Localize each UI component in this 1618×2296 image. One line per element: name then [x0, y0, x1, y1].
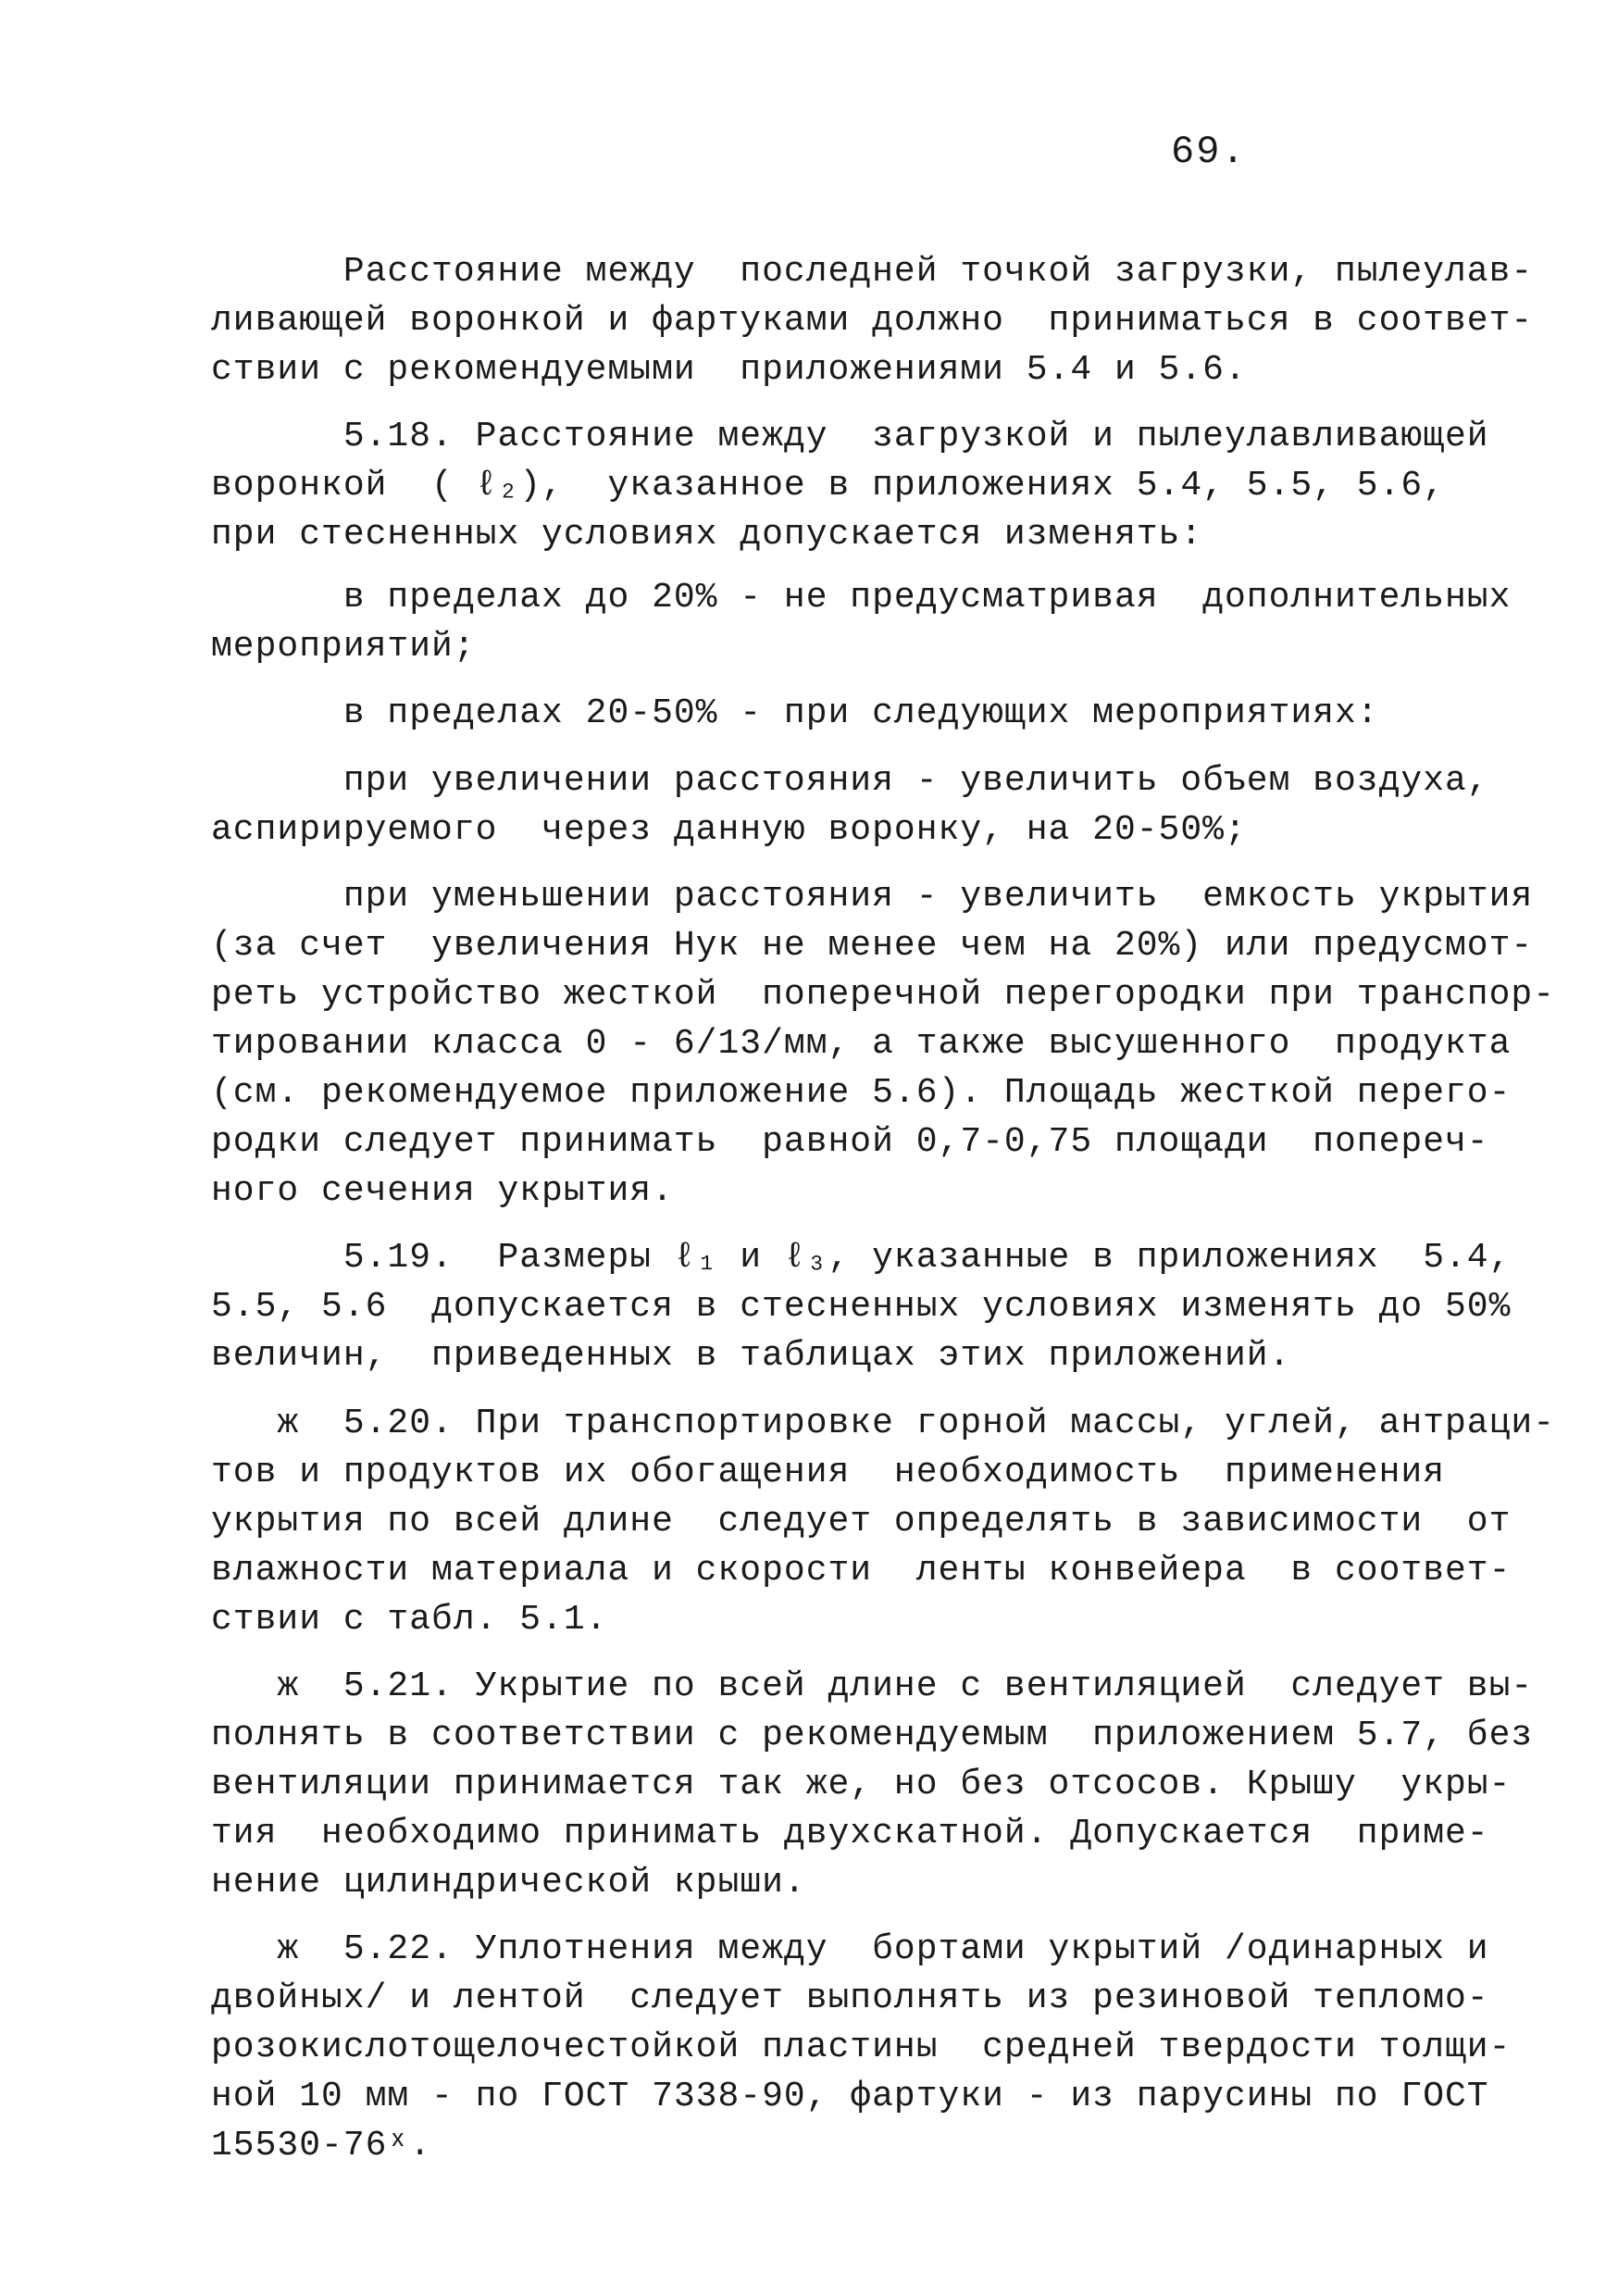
text-line: ствии с табл. 5.1. [211, 1600, 608, 1640]
text-line: ной 10 мм - по ГОСТ 7338-90, фартуки - из парусины по ГОСТ [211, 2077, 1489, 2116]
text-line: реть устройство жесткой поперечной перегородки при транспор- [211, 975, 1556, 1015]
text-line: розокислотощелочестойкой пластины средней твердости толщи- [211, 2028, 1512, 2067]
text-line: при стесненных условиях допускается изменять: [211, 515, 1203, 555]
text-line: в пределах до 20% - не предусматривая дополнительных [211, 578, 1512, 618]
text-line: ствии с рекомендуемыми приложениями 5.4 и 5.6. [211, 350, 1247, 390]
text-line: воронкой ( ℓ₂), указанное в приложениях 5.4, 5.5, 5.6, [211, 466, 1446, 505]
text-line: укрытия по всей длине следует определять в зависимости от [211, 1502, 1512, 1541]
text-line: ж 5.22. Уплотнения между бортами укрытий /одинарных и [211, 1929, 1489, 1969]
text-line: вентиляции принимается так же, но без отсосов. Крышу укры- [211, 1765, 1512, 1804]
text-line: нение цилиндрической крыши. [211, 1863, 806, 1903]
text-line: мероприятий; [211, 627, 476, 667]
text-line: (см. рекомендуемое приложение 5.6). Площадь жесткой перего- [211, 1073, 1512, 1113]
text-line: полнять в соответствии с рекомендуемым приложением 5.7, без [211, 1716, 1534, 1755]
text-line: величин, приведенных в таблицах этих приложений. [211, 1336, 1291, 1376]
text-line: при уменьшении расстояния - увеличить емкость укрытия [211, 877, 1534, 917]
text-line: ж 5.20. При транспортировке горной массы, углей, антраци- [211, 1404, 1556, 1443]
text-line: ж 5.21. Укрытие по всей длине с вентиляцией следует вы- [211, 1666, 1534, 1706]
text-line: аспирируемого через данную воронку, на 20-50%; [211, 810, 1247, 850]
text-line: 5.19. Размеры ℓ₁ и ℓ₃, указанные в приложениях 5.4, [211, 1238, 1512, 1278]
text-line: ного сечения укрытия. [211, 1171, 674, 1211]
text-line: тировании класса 0 - 6/13/мм, а также высушенного продукта [211, 1024, 1512, 1064]
text-line: при увеличении расстояния - увеличить объем воздуха, [211, 761, 1489, 801]
text-line: в пределах 20-50% - при следующих мероприятиях: [211, 693, 1379, 733]
text-line: двойных/ и лентой следует выполнять из резиновой тепломо- [211, 1978, 1489, 2018]
text-line: влажности материала и скорости ленты конвейера в соответ- [211, 1551, 1512, 1591]
text-line: 5.18. Расстояние между загрузкой и пылеулавливающей [211, 417, 1489, 456]
text-line: Расстояние между последней точкой загрузки, пылеулав- [211, 252, 1534, 292]
text-line: ливающей воронкой и фартуками должно приниматься в соответ- [211, 301, 1534, 341]
page-number: 69. [1171, 130, 1247, 174]
text-line: тия необходимо принимать двухскатной. Допускается приме- [211, 1814, 1489, 1853]
text-line: 15530-76ˣ. [211, 2126, 432, 2165]
text-line: (за счет увеличения Hук не менее чем на 20%) или предусмот- [211, 926, 1534, 966]
text-line: родки следует принимать равной 0,7-0,75 площади попереч- [211, 1122, 1489, 1162]
text-line: 5.5, 5.6 допускается в стесненных условиях изменять до 50% [211, 1287, 1512, 1327]
text-line: тов и продуктов их обогащения необходимость применения [211, 1453, 1446, 1492]
